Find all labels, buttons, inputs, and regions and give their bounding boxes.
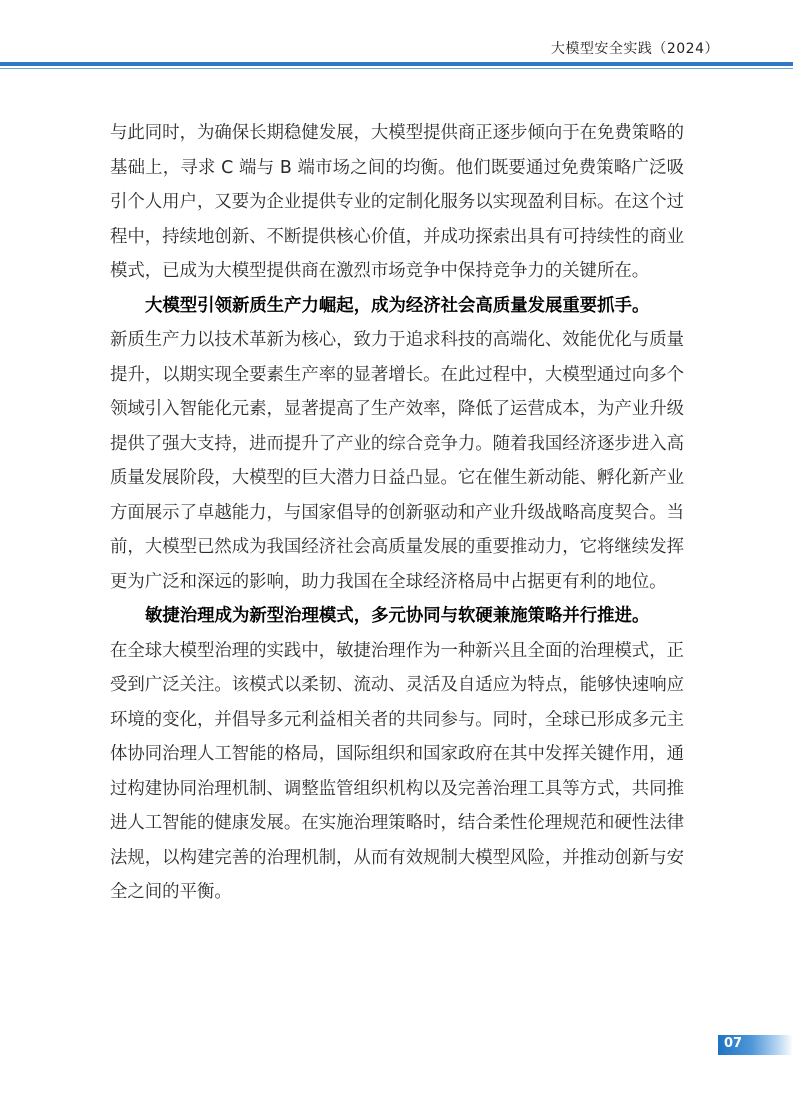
paragraph-free-strategy: 与此同时，为确保长期稳健发展，大模型提供商正逐步倾向于在免费策略的基础上，寻求 C 端与 B 端市场之间的均衡。他们既要通过免费策略广泛吸引个人用户，又要为企业提供专业的定制化服务以实现盈利目标。在这个过程中，持续地创新、不断提供核心价值，并成功探索出具有可持续性的商业模式，已成为大模型提供商在激烈市场竞争中保持竞争力的关键所在。 [110,123,684,281]
header-rule-thin [0,68,793,69]
body-text [110,116,684,910]
paragraph-agile-governance: 在全球大模型治理的实践中，敏捷治理作为一种新兴且全面的治理模式，正受到广泛关注。该模式以柔韧、流动、灵活及自适应为特点，能够快速响应环境的变化，并倡导多元利益相关者的共同参与。同时，全球已形成多元主体协同治理人工智能的格局，国际组织和国家政府在其中发挥关键作用，通过构建协同治理机制、调整监管组织机构以及完善治理工具等方式，共同推进人工智能的健康发展。在实施治理策略时，结合柔性伦理规范和硬性法律法规，以构建完善的治理机制，从而有效规制大模型风险，并推动创新与安全之间的平衡。 [110,640,684,902]
paragraph-new-productivity: 新质生产力以技术革新为核心，致力于追求科技的高端化、效能优化与质量提升，以期实现全要素生产率的显著增长。在此过程中，大模型通过向多个领域引入智能化元素，显著提高了生产效率，降低了运营成本，为产业升级提供了强大支持，进而提升了产业的综合竞争力。随着我国经济逐步进入高质量发展阶段，大模型的巨大潜力日益凸显。它在催生新动能、孵化新产业方面展示了卓越能力，与国家倡导的创新驱动和产业升级战略高度契合。当前，大模型已然成为我国经济社会高质量发展的重要推动力，它将继续发挥更为广泛和深远的影响，助力我国在全球经济格局中占据更有利的地位。 [110,330,684,592]
page-number-tab [718,1035,793,1055]
heading-agile-governance: 敏捷治理成为新型治理模式，多元协同与软硬兼施策略并行推进。 [145,606,650,626]
running-header-title: 大模型安全实践（2024） [550,41,719,57]
header-rule-thick [0,62,793,66]
heading-new-productivity: 大模型引领新质生产力崛起，成为经济社会高质量发展重要抓手。 [145,295,650,316]
page-number: 07 [724,1036,743,1051]
